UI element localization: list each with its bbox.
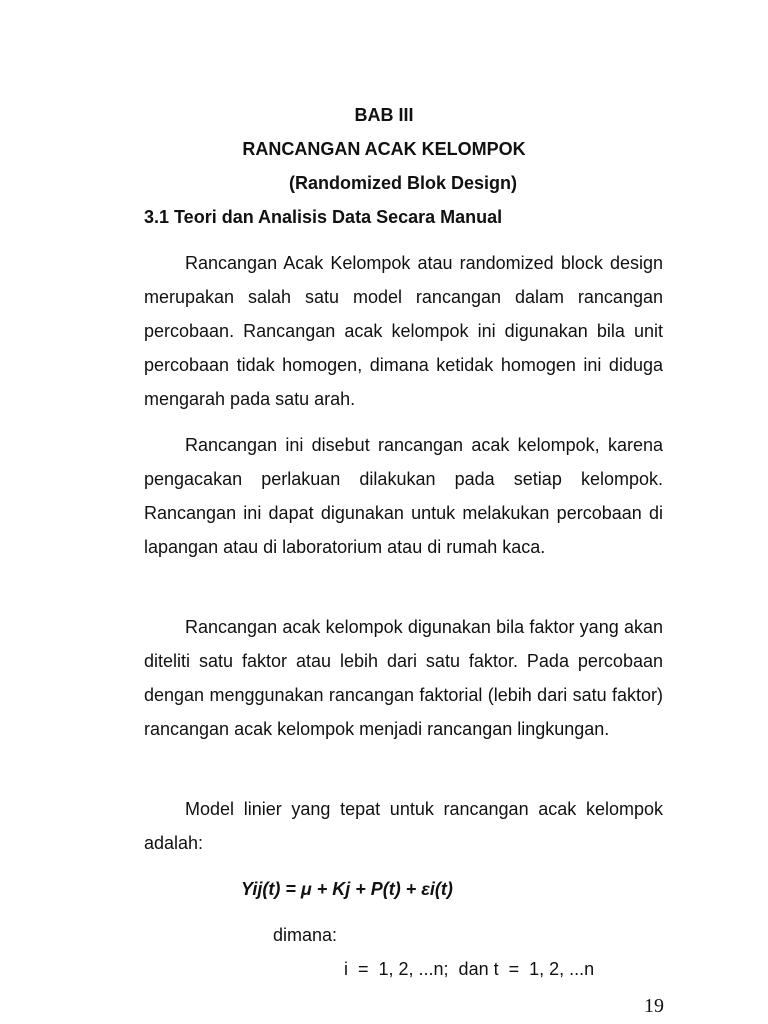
paragraph-2: Rancangan ini disebut rancangan acak kelompok, karena pengacakan perlakuan dilakukan pada setiap kelompok. Rancangan ini dapat digunakan untuk melakukan percobaan di lapangan atau di laboratorium atau di rumah kaca. [144, 435, 663, 557]
where-label: dimana: [273, 925, 338, 945]
page-number: 19 [644, 995, 664, 1017]
chapter-title: RANCANGAN ACAK KELOMPOK [242, 139, 526, 159]
section-heading: 3.1 Teori dan Analisis Data Secara Manual [144, 207, 503, 227]
model-formula: Yij(t) = μ + Kj + P(t) + εi(t) [241, 879, 453, 899]
chapter-subtitle: (Randomized Blok Design) [288, 173, 517, 193]
paragraph-4: Model linier yang tepat untuk rancangan acak kelompok adalah: [144, 799, 663, 853]
paragraph-1: Rancangan Acak Kelompok atau randomized block design merupakan salah satu model rancangan dalam rancangan percobaan. Rancangan acak kelompok ini digunakan bila unit percobaan tidak homogen, dimana ketidak homogen ini diduga mengarah pada satu arah. [144, 253, 663, 409]
paragraph-3: Rancangan acak kelompok digunakan bila faktor yang akan diteliti satu faktor atau lebih dari satu faktor. Pada percobaan dengan menggunakan rancangan faktorial (lebih dari satu faktor) rancangan acak kelompok menjadi rancangan lingkungan. [144, 617, 663, 739]
chapter-number: BAB III [354, 105, 414, 125]
index-definitions: i = 1, 2, ...n; dan t = 1, 2, ...n [344, 959, 595, 979]
